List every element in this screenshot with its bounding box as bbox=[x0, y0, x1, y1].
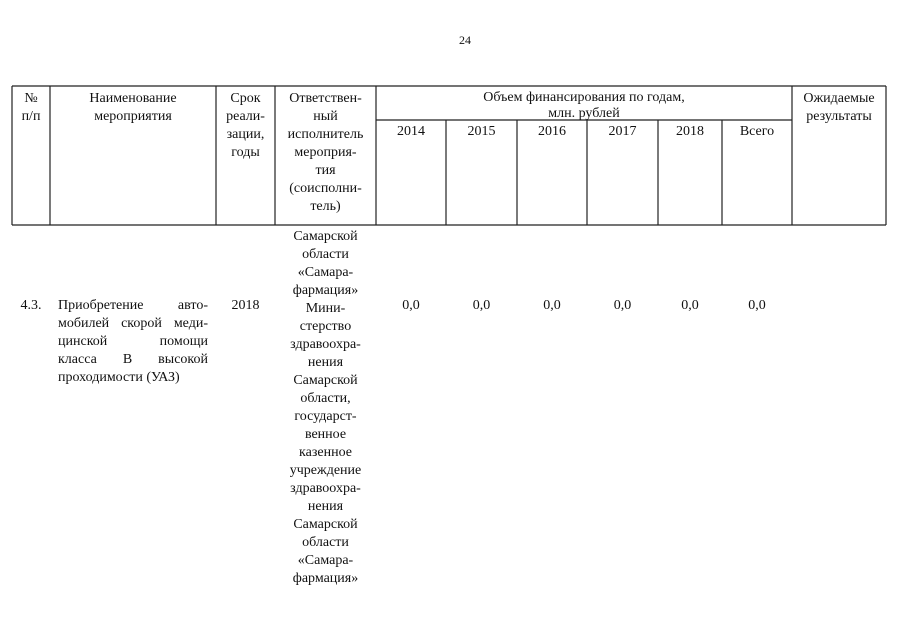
header-results: Ожидаемые результаты bbox=[803, 91, 875, 124]
header-num: № п/п bbox=[21, 91, 41, 124]
carry-over-responsible: Самарской области «Самара- фармация» bbox=[292, 229, 359, 298]
row-num: 4.3. bbox=[20, 298, 42, 313]
header-responsible: Ответствен- ный исполнитель мероприя- тия (соисполни- тель) bbox=[287, 91, 364, 214]
row-name: Приобретение авто- мобилей скорой меди- цинской помощи класса В высокой проходимости (УАЗ) bbox=[58, 298, 208, 385]
header-year-2018: 2018 bbox=[676, 124, 704, 139]
row-responsible: Мини- стерство здравоохра- нения Самарской области, государст- венное казенное учреждение здравоохра- нения Самарской области «Самара- фармация» bbox=[289, 301, 362, 586]
header-year-2016: 2016 bbox=[538, 124, 566, 139]
row-value-total: 0,0 bbox=[748, 298, 766, 313]
header-year-2017: 2017 bbox=[608, 124, 637, 139]
header-name: Наименование мероприятия bbox=[89, 91, 177, 124]
row-term: 2018 bbox=[231, 298, 260, 313]
row-value-2014: 0,0 bbox=[402, 298, 420, 313]
header-year-2015: 2015 bbox=[467, 124, 496, 139]
header-year-2014: 2014 bbox=[397, 124, 425, 139]
row-value-2018: 0,0 bbox=[681, 298, 699, 313]
page-number: 24 bbox=[459, 33, 471, 47]
row-value-2015: 0,0 bbox=[472, 298, 491, 313]
header-total: Всего bbox=[739, 124, 775, 139]
row-value-2016: 0,0 bbox=[543, 298, 561, 313]
row-value-2017: 0,0 bbox=[613, 298, 632, 313]
header-term: Срок реали- зации, годы bbox=[226, 91, 265, 160]
header-financing: Объем финансирования по годам, млн. рублей bbox=[483, 90, 685, 121]
